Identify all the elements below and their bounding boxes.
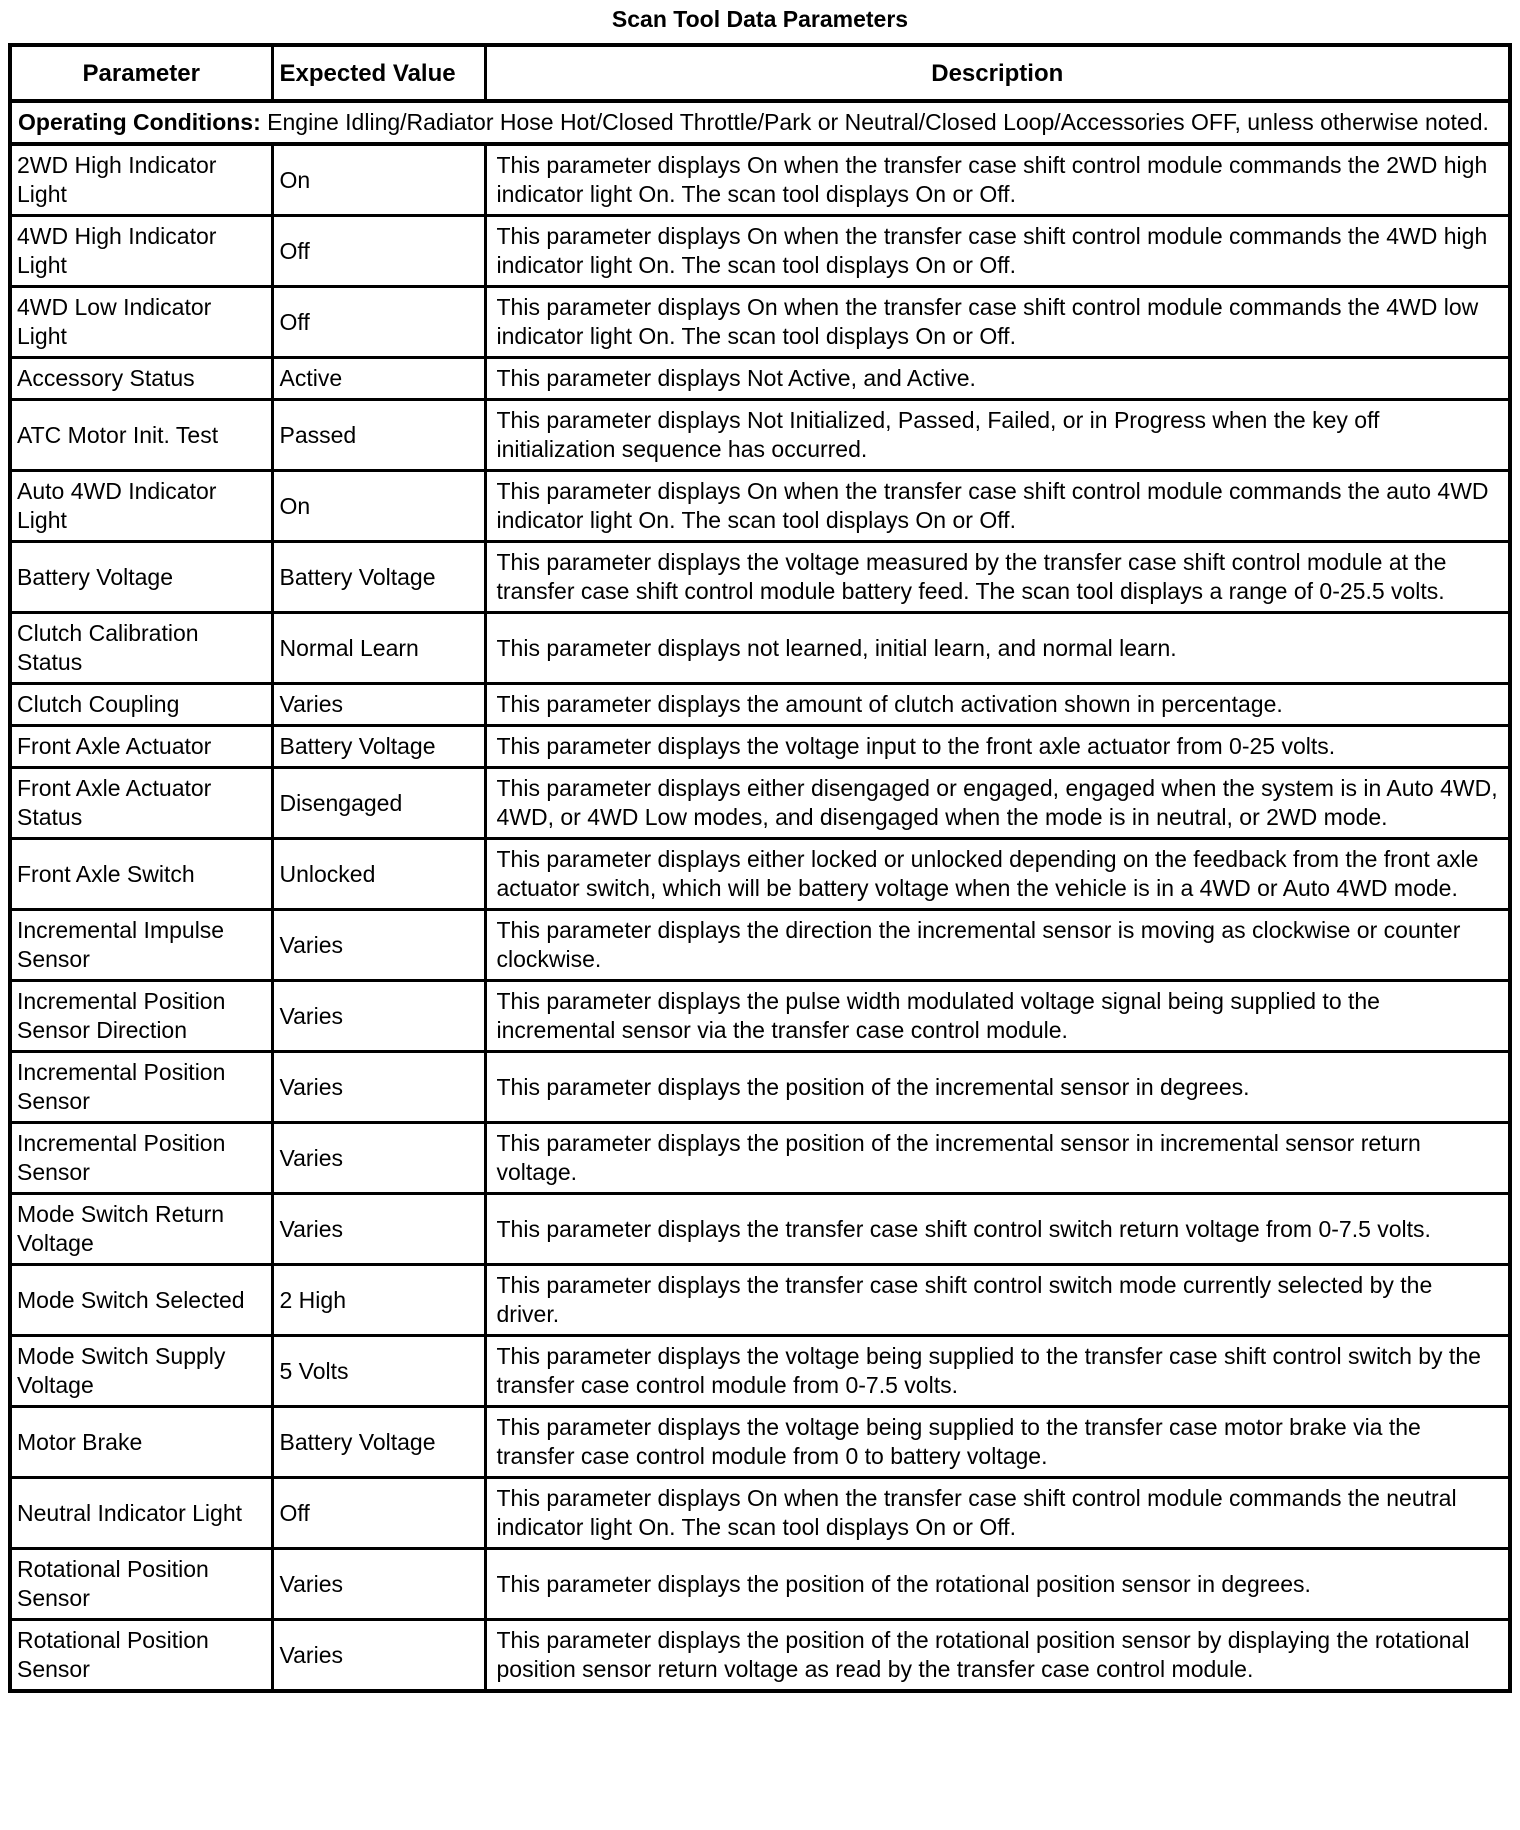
parameter-cell: Accessory Status <box>10 358 272 400</box>
table-row <box>10 144 1510 216</box>
description-cell: This parameter displays the voltage input to the front axle actuator from 0-25 volts. <box>485 726 1510 768</box>
description-cell: This parameter displays either disengaged or engaged, engaged when the system is in Auto 4WD, 4WD, or 4WD Low modes, and disengaged when the mode is in neutral, or 2WD mode. <box>485 768 1510 839</box>
description-cell: This parameter displays the position of the incremental sensor in degrees. <box>485 1052 1510 1123</box>
parameter-cell: 2WD High Indicator Light <box>10 144 272 216</box>
table-row <box>10 613 1510 684</box>
header-row <box>10 45 1510 101</box>
expected-value-cell: On <box>272 144 485 216</box>
expected-value-cell: On <box>272 471 485 542</box>
description-cell: This parameter displays On when the transfer case shift control module commands the 4WD low indicator light On. The scan tool displays On or Off. <box>485 287 1510 358</box>
table-row <box>10 358 1510 400</box>
table-row <box>10 1407 1510 1478</box>
expected-value-cell: Varies <box>272 1194 485 1265</box>
parameter-cell: Front Axle Actuator Status <box>10 768 272 839</box>
expected-value-cell: Varies <box>272 1052 485 1123</box>
parameter-cell: 4WD High Indicator Light <box>10 216 272 287</box>
table-row <box>10 981 1510 1052</box>
expected-value-cell: Varies <box>272 1123 485 1194</box>
description-cell: This parameter displays the direction the incremental sensor is moving as clockwise or counter clockwise. <box>485 910 1510 981</box>
expected-value-cell: Off <box>272 287 485 358</box>
page-title: Scan Tool Data Parameters <box>611 6 909 32</box>
table-row <box>10 1265 1510 1336</box>
operating-conditions-text: Engine Idling/Radiator Hose Hot/Closed Throttle/Park or Neutral/Closed Loop/Accessories OFF, unless otherwise noted. <box>267 109 1489 135</box>
table-row <box>10 1478 1510 1549</box>
column-header-expected-value: Expected Value <box>272 45 485 101</box>
expected-value-cell: Off <box>272 216 485 287</box>
description-cell: This parameter displays On when the transfer case shift control module commands the neutral indicator light On. The scan tool displays On or Off. <box>485 1478 1510 1549</box>
table-row <box>10 1194 1510 1265</box>
description-cell: This parameter displays Not Active, and Active. <box>485 358 1510 400</box>
operating-conditions-label: Operating Conditions: <box>18 109 261 135</box>
table-row <box>10 910 1510 981</box>
parameter-cell: Clutch Calibration Status <box>10 613 272 684</box>
parameter-cell: Rotational Position Sensor <box>10 1620 272 1692</box>
parameter-cell: Battery Voltage <box>10 542 272 613</box>
parameter-cell: ATC Motor Init. Test <box>10 400 272 471</box>
expected-value-cell: 2 High <box>272 1265 485 1336</box>
expected-value-cell: Disengaged <box>272 768 485 839</box>
expected-value-cell: Battery Voltage <box>272 1407 485 1478</box>
expected-value-cell: Varies <box>272 1549 485 1620</box>
description-cell: This parameter displays the voltage measured by the transfer case shift control module at the transfer case shift control module battery feed. The scan tool displays a range of 0-25.5 volts. <box>485 542 1510 613</box>
table-row <box>10 1620 1510 1692</box>
description-cell: This parameter displays the voltage being supplied to the transfer case shift control switch by the transfer case control module from 0-7.5 volts. <box>485 1336 1510 1407</box>
table-body <box>10 101 1510 1691</box>
table-row <box>10 471 1510 542</box>
description-cell: This parameter displays Not Initialized, Passed, Failed, or in Progress when the key off initialization sequence has occurred. <box>485 400 1510 471</box>
description-cell: This parameter displays the voltage being supplied to the transfer case motor brake via the transfer case control module from 0 to battery voltage. <box>485 1407 1510 1478</box>
scan-tool-data-table <box>8 43 1512 1693</box>
parameter-cell: Rotational Position Sensor <box>10 1549 272 1620</box>
expected-value-cell: Normal Learn <box>272 613 485 684</box>
table-row <box>10 1336 1510 1407</box>
column-header-parameter: Parameter <box>10 45 272 101</box>
table-row <box>10 400 1510 471</box>
table-row <box>10 216 1510 287</box>
description-cell: This parameter displays either locked or unlocked depending on the feedback from the front axle actuator switch, which will be battery voltage when the vehicle is in a 4WD or Auto 4WD mode. <box>485 839 1510 910</box>
table-row <box>10 1123 1510 1194</box>
expected-value-cell: Varies <box>272 684 485 726</box>
description-cell: This parameter displays the transfer case shift control switch return voltage from 0-7.5 volts. <box>485 1194 1510 1265</box>
expected-value-cell: 5 Volts <box>272 1336 485 1407</box>
table-row <box>10 1052 1510 1123</box>
operating-conditions-cell <box>10 101 1510 144</box>
parameter-cell: Clutch Coupling <box>10 684 272 726</box>
table-row <box>10 287 1510 358</box>
expected-value-cell: Varies <box>272 1620 485 1692</box>
description-cell: This parameter displays the position of the rotational position sensor in degrees. <box>485 1549 1510 1620</box>
expected-value-cell: Battery Voltage <box>272 726 485 768</box>
parameter-cell: Incremental Position Sensor <box>10 1052 272 1123</box>
table-row <box>10 684 1510 726</box>
parameter-cell: Front Axle Actuator <box>10 726 272 768</box>
parameter-cell: Mode Switch Selected <box>10 1265 272 1336</box>
parameter-cell: Neutral Indicator Light <box>10 1478 272 1549</box>
table-row <box>10 1549 1510 1620</box>
parameter-cell: Incremental Position Sensor Direction <box>10 981 272 1052</box>
description-cell: This parameter displays the amount of clutch activation shown in percentage. <box>485 684 1510 726</box>
expected-value-cell: Varies <box>272 910 485 981</box>
expected-value-cell: Varies <box>272 981 485 1052</box>
parameter-cell: Mode Switch Supply Voltage <box>10 1336 272 1407</box>
parameter-cell: 4WD Low Indicator Light <box>10 287 272 358</box>
parameter-cell: Motor Brake <box>10 1407 272 1478</box>
description-cell: This parameter displays On when the transfer case shift control module commands the 4WD high indicator light On. The scan tool displays On or Off. <box>485 216 1510 287</box>
description-cell: This parameter displays not learned, initial learn, and normal learn. <box>485 613 1510 684</box>
operating-conditions-row <box>10 101 1510 144</box>
expected-value-cell: Active <box>272 358 485 400</box>
expected-value-cell: Passed <box>272 400 485 471</box>
parameter-cell: Auto 4WD Indicator Light <box>10 471 272 542</box>
parameter-cell: Mode Switch Return Voltage <box>10 1194 272 1265</box>
table-row <box>10 726 1510 768</box>
table-row <box>10 542 1510 613</box>
description-cell: This parameter displays the position of the incremental sensor in incremental sensor return voltage. <box>485 1123 1510 1194</box>
table-row <box>10 768 1510 839</box>
column-header-description: Description <box>485 45 1510 101</box>
description-cell: This parameter displays the transfer case shift control switch mode currently selected by the driver. <box>485 1265 1510 1336</box>
expected-value-cell: Off <box>272 1478 485 1549</box>
description-cell: This parameter displays the pulse width modulated voltage signal being supplied to the incremental sensor via the transfer case control module. <box>485 981 1510 1052</box>
parameter-cell: Front Axle Switch <box>10 839 272 910</box>
expected-value-cell: Battery Voltage <box>272 542 485 613</box>
description-cell: This parameter displays On when the transfer case shift control module commands the 2WD high indicator light On. The scan tool displays On or Off. <box>485 144 1510 216</box>
description-cell: This parameter displays the position of the rotational position sensor by displaying the rotational position sensor return voltage as read by the transfer case control module. <box>485 1620 1510 1692</box>
description-cell: This parameter displays On when the transfer case shift control module commands the auto 4WD indicator light On. The scan tool displays On or Off. <box>485 471 1510 542</box>
parameter-cell: Incremental Position Sensor <box>10 1123 272 1194</box>
expected-value-cell: Unlocked <box>272 839 485 910</box>
table-row <box>10 839 1510 910</box>
parameter-cell: Incremental Impulse Sensor <box>10 910 272 981</box>
